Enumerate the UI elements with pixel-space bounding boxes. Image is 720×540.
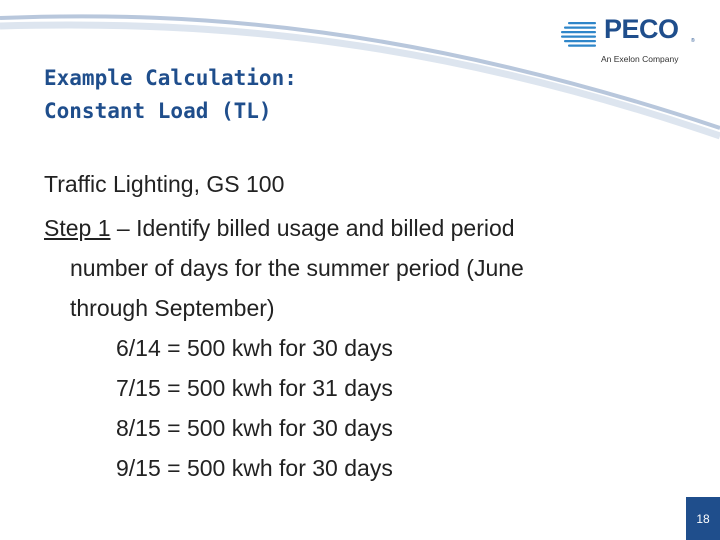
subtitle: Traffic Lighting, GS 100 (44, 171, 285, 197)
step-1-line-1 (44, 208, 684, 248)
registered-mark: ® (691, 38, 695, 44)
step-text-2: number of days for the summer period (June (70, 255, 524, 281)
logo-tagline: An Exelon Company (601, 54, 679, 64)
usage-item: 9/15 = 500 kwh for 30 days (116, 455, 393, 481)
usage-list (44, 328, 684, 488)
title-line-2: Constant Load (TL) (44, 99, 272, 123)
slide-body (44, 164, 684, 488)
slide-title (44, 62, 297, 128)
usage-item: 8/15 = 500 kwh for 30 days (116, 415, 393, 441)
step-text-1: – Identify billed usage and billed period (110, 215, 515, 241)
step-1 (44, 208, 684, 328)
usage-item: 6/14 = 500 kwh for 30 days (116, 335, 393, 361)
logo-wordmark: PECO (604, 14, 679, 44)
title-line-1: Example Calculation: (44, 66, 297, 90)
step-text-3: through September) (70, 295, 275, 321)
page-number: 18 (696, 511, 710, 526)
step-label: Step 1 (44, 215, 111, 241)
usage-item: 7/15 = 500 kwh for 31 days (116, 375, 393, 401)
page-number-badge (686, 497, 720, 540)
